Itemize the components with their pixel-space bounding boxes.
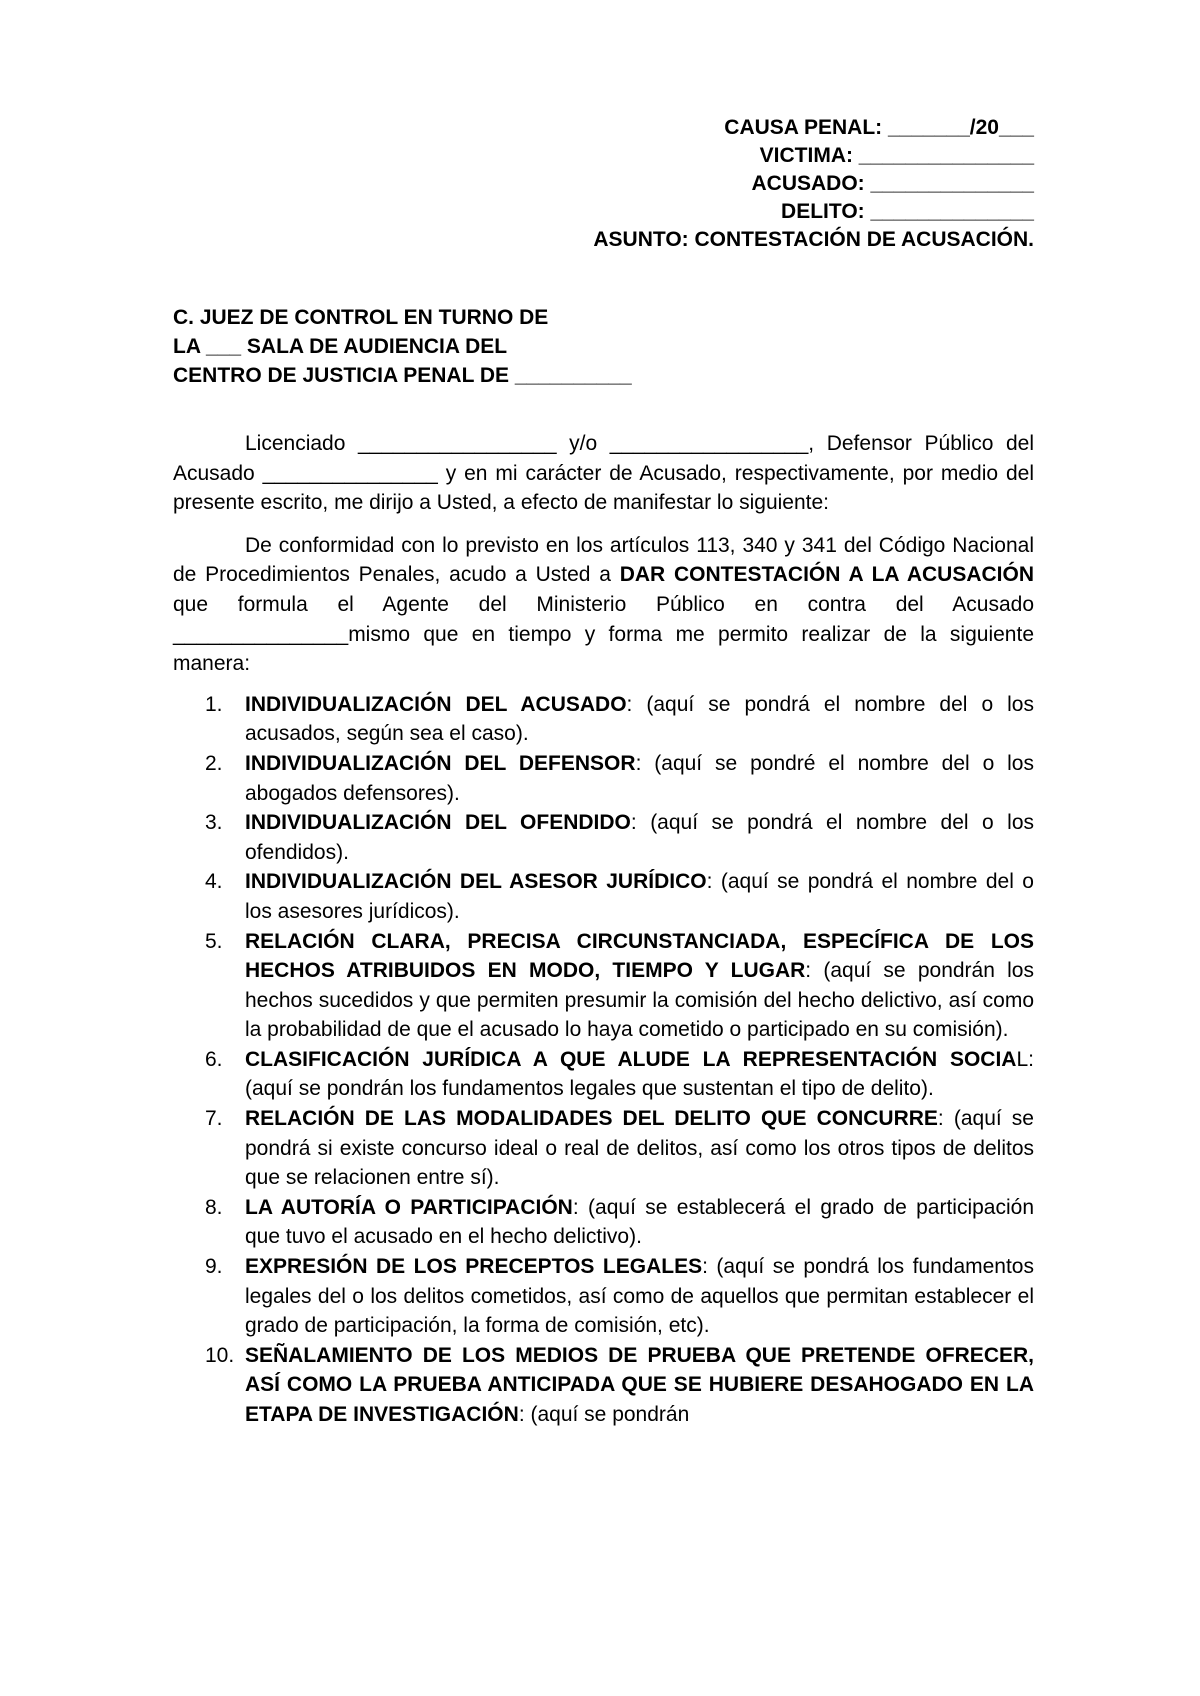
- victim-line: VICTIMA: _______________: [759, 144, 1034, 167]
- conformity-text-end: que formula el Agente del Ministerio Público en contra del Acusado _______________mismo que en tiempo y forma me permito realizar de la siguiente manera:: [173, 592, 1034, 676]
- item-title: INDIVIDUALIZACIÓN DEL DEFENSOR: [245, 751, 636, 775]
- document-body: [173, 429, 1034, 1430]
- item-title: INDIVIDUALIZACIÓN DEL OFENDIDO: [245, 811, 631, 835]
- list-item: [173, 1341, 1034, 1430]
- item-number: 3.: [205, 811, 223, 835]
- item-title: EXPRESIÓN DE LOS PRECEPTOS LEGALES: [245, 1255, 703, 1279]
- subject-line: ASUNTO: CONTESTACIÓN DE ACUSACIÓN.: [593, 228, 1034, 251]
- item-text: : (aquí se pondrá el nombre del o los asesores jurídicos).: [245, 870, 1034, 923]
- item-number: 10.: [205, 1343, 235, 1367]
- item-text: : (aquí se pondrá si existe concurso ideal o real de delitos, así como los otros tipos de delitos que se relacionen entre sí).: [245, 1107, 1034, 1190]
- accusation-items-list: [173, 690, 1034, 1430]
- conformity-text-start: De conformidad con lo previsto en los artículos 113, 340 y 341 del Código Nacional de Procedimientos Penales, acudo a Usted a: [173, 533, 1034, 587]
- item-number: 5.: [205, 929, 223, 953]
- list-item: [173, 1045, 1034, 1104]
- list-item: [173, 808, 1034, 867]
- list-item: [173, 1252, 1034, 1341]
- item-text: : (aquí se pondrán: [518, 1403, 690, 1426]
- list-item: [173, 1193, 1034, 1252]
- item-number: 1.: [205, 692, 223, 716]
- item-title: RELACIÓN CLARA, PRECISA CIRCUNSTANCIADA, ESPECÍFICA DE LOS HECHOS ATRIBUIDOS EN MODO, TIEMPO Y LUGAR: [245, 929, 1034, 983]
- item-number: 7.: [205, 1107, 223, 1131]
- crime-line: DELITO: ______________: [781, 200, 1034, 223]
- item-number: 4.: [205, 870, 223, 894]
- item-text: L: (aquí se pondrán los fundamentos legales que sustentan el tipo de delito).: [245, 1047, 1034, 1101]
- item-text: : (aquí se pondrá el nombre del o los acusados, según sea el caso).: [245, 692, 1034, 746]
- list-item: [173, 927, 1034, 1045]
- item-title: CLASIFICACIÓN JURÍDICA A QUE ALUDE LA REPRESENTACIÓN SOCIA: [245, 1047, 1017, 1071]
- conformity-bold-phrase: DAR CONTESTACIÓN A LA ACUSACIÓN: [619, 563, 1034, 587]
- addressee-block: [173, 303, 632, 390]
- list-item: [173, 749, 1034, 808]
- item-number: 6.: [205, 1047, 223, 1071]
- case-number-line: CAUSA PENAL: _______/20___: [724, 116, 1034, 139]
- item-number: 2.: [205, 751, 223, 775]
- item-text: : (aquí se pondrá los fundamentos legales del o los delitos cometidos, así como de aquellos que permitan establecer el grado de participación, la forma de comisión, etc).: [245, 1255, 1034, 1338]
- item-text: : (aquí se pondrán los hechos sucedidos y que permiten presumir la comisión del hecho delictivo, así como la probabilidad de que el acusado lo haya cometido o participado en su comisión).: [245, 959, 1034, 1042]
- list-item: [173, 867, 1034, 926]
- item-number: 8.: [205, 1195, 223, 1219]
- addressee-line-1: C. JUEZ DE CONTROL EN TURNO DE: [173, 306, 549, 329]
- addressee-line-3: CENTRO DE JUSTICIA PENAL DE __________: [173, 364, 632, 387]
- intro-paragraph: Licenciado _________________ y/o _________________, Defensor Público del Acusado _______________ y en mi carácter de Acusado, respectivamente, por medio del presente escrito, me dirijo a Usted, a efecto de manifestar lo siguiente:: [173, 432, 1034, 515]
- conformity-paragraph: [173, 531, 1034, 679]
- accused-line: ACUSADO: ______________: [751, 172, 1034, 195]
- item-text: : (aquí se pondrá el nombre del o los ofendidos).: [245, 811, 1034, 864]
- item-title: LA AUTORÍA O PARTICIPACIÓN: [245, 1195, 573, 1219]
- addressee-line-2: LA ___ SALA DE AUDIENCIA DEL: [173, 335, 508, 358]
- item-title: INDIVIDUALIZACIÓN DEL ACUSADO: [245, 692, 627, 716]
- case-header: [593, 114, 1034, 254]
- item-title: INDIVIDUALIZACIÓN DEL ASESOR JURÍDICO: [245, 870, 707, 894]
- list-item: [173, 690, 1034, 749]
- item-title: SEÑALAMIENTO DE LOS MEDIOS DE PRUEBA QUE PRETENDE OFRECER, ASÍ COMO LA PRUEBA ANTICIPADA QUE SE HUBIERE DESAHOGADO EN LA ETAPA DE INVESTIGACIÓN: [245, 1343, 1034, 1426]
- item-text: : (aquí se pondré el nombre del o los abogados defensores).: [245, 751, 1034, 805]
- item-number: 9.: [205, 1255, 223, 1279]
- item-title: RELACIÓN DE LAS MODALIDADES DEL DELITO QUE CONCURRE: [245, 1107, 938, 1131]
- item-text: : (aquí se establecerá el grado de participación que tuvo el acusado en el hecho delictivo).: [245, 1195, 1035, 1249]
- list-item: [173, 1104, 1034, 1193]
